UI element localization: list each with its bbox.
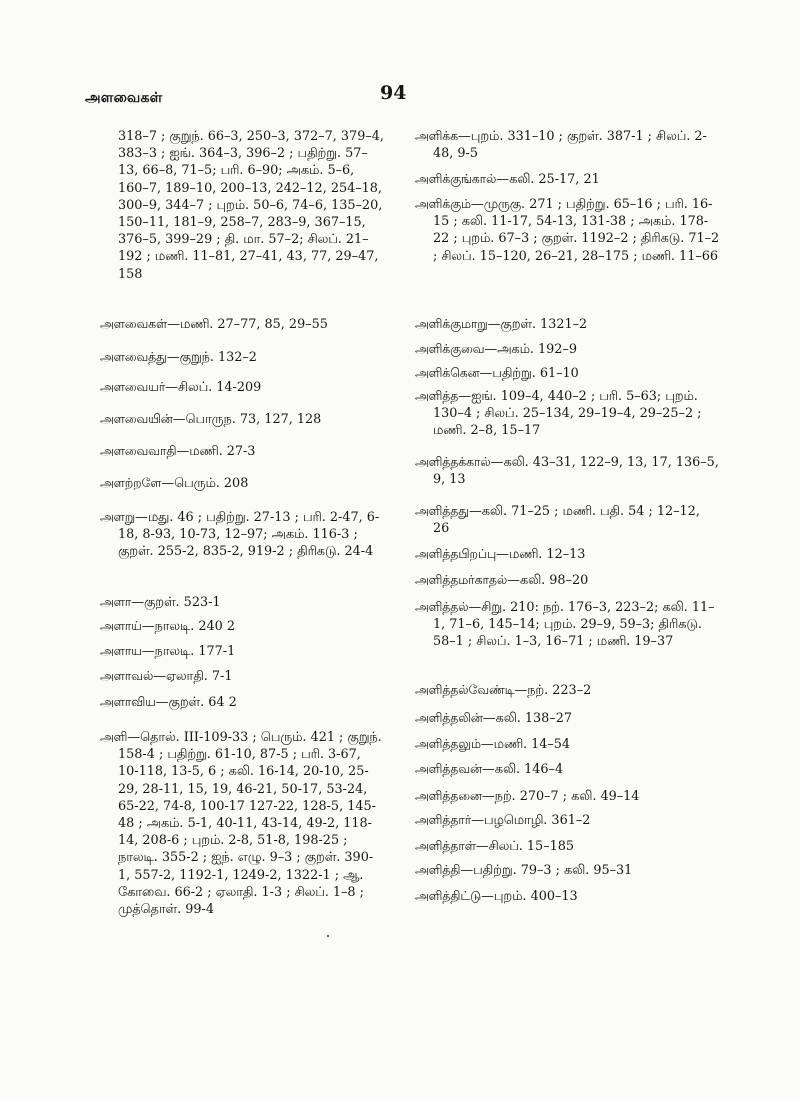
entry-headword: அளாவிய (100, 695, 156, 709)
index-entry (415, 128, 720, 162)
index-entry (415, 788, 720, 805)
entry-references: —பதிற்று. 61–10 (479, 366, 579, 381)
index-entry (100, 349, 385, 366)
entry-headword: அளித்தது (415, 504, 469, 518)
entry-references: —ஏலாதி. 7-1 (153, 669, 233, 684)
entry-references: —பழமொழி. 361–2 (471, 813, 591, 828)
index-entry (415, 710, 720, 727)
entry-headword: அளித்தமர்காதல் (415, 573, 508, 587)
entry-references: —சிலப். 14-209 (165, 380, 262, 395)
page-number: 94 (380, 82, 407, 104)
continuation-text: 318–7 ; குறுந். 66–3, 250–3, 372–7, 379–4, 383–3 ; ஐங். 364–3, 396–2 ; பதிற்று. 57–13, 66–8, 71–5; பரி. 6–90; அகம். 5–6, 160–7, 189–10, 200–13, 242–12, 254–18, 300–9, 344–7 ; புறம். 50–6, 74–6, 135–20, 150–11, 181–9, 258–7, 283–9, 367–15, 376–5, 399–29 ; தி. மா. 57–2; சிலப். 21–192 ; மணி. 11–81, 27–41, 43, 77, 29–47, 158 (118, 129, 384, 282)
entry-references: —கலி. 43–31, 122–9, 13, 17, 136–5, 9, 13 (433, 455, 719, 488)
index-entry (100, 509, 385, 561)
entry-references: —புறம். 400–13 (481, 889, 578, 904)
index-entry (100, 594, 385, 611)
entry-headword: அளி (100, 730, 128, 744)
entry-headword: அளித்தி (415, 863, 461, 877)
index-entry (415, 599, 720, 651)
entry-headword: அளிக்குங்கால் (415, 172, 497, 186)
index-entry (415, 572, 720, 589)
index-entry (100, 443, 385, 460)
index-entry (100, 411, 385, 428)
index-entry (415, 454, 720, 488)
entry-references: —மணி. 12–13 (496, 547, 586, 562)
entry-headword: அளித்தலின் (415, 711, 483, 725)
index-entry (415, 171, 720, 188)
entry-headword: அளவையர் (100, 380, 166, 394)
entry-headword: அளிக்குவை (415, 342, 485, 356)
entry-headword: அளவைவாதி (100, 444, 177, 458)
entry-headword: அளிக்கென (415, 366, 480, 380)
index-entry (415, 736, 720, 753)
index-entry (100, 694, 385, 711)
entry-references: —தொல். III-109-33 ; பெரும். 421 ; குறுந். 158-4 ; பதிற்று. 61-10, 87-5 ; பரி. 3-67, 10-118, 13-5, 6 ; கலி. 16-14, 20-10, 25-29, 28-11, 15, 19, 46-21, 50-17, 53-24, 65-22, 74-8, 100-17 127-22, 128-5, 145-48 ; அகம். 5-1, 40-11, 43-14, 49-2, 118-14, 208-6 ; புறம். 2-8, 51-8, 198-25 ; நாலடி. 355-2 ; ஐந். எழு. 9–3 ; குறள். 390-1, 557-2, 1192-1, 1249-2, 1322-1 ; ஆ. கோவை. 66-2 ; ஏலாதி. 1-3 ; சிலப். 1–8 ; முத்தொள். 99-4 (118, 730, 382, 918)
entry-references: —நாலடி. 240 2 (141, 619, 236, 634)
entry-headword: அளித்தனை (415, 789, 482, 803)
entry-headword: அளித்தபிறப்பு (415, 547, 497, 561)
entry-headword: அளித்தவன் (415, 762, 482, 776)
index-entry (100, 379, 385, 396)
entry-references: —கலி. 98–20 (507, 573, 589, 588)
entry-headword: அளித்தல் (415, 600, 469, 614)
entry-references: —கலி. 25-17, 21 (496, 172, 600, 187)
entry-headword: அளாய் (100, 619, 142, 633)
entry-headword: அளித்தாள் (415, 839, 476, 853)
entry-headword: அளா (100, 595, 132, 609)
entry-references: —குறுந். 132–2 (166, 350, 257, 365)
index-entry (100, 668, 385, 685)
index-entry (415, 888, 720, 905)
index-entry (100, 316, 385, 333)
entry-headword: அளித்தல்வேண்டி (415, 683, 515, 697)
index-entry (415, 341, 720, 358)
entry-references: —பெரும். 208 (161, 476, 249, 491)
index-entry (415, 316, 720, 333)
index-entry (415, 388, 720, 440)
entry-references: —கலி. 146–4 (481, 762, 564, 777)
entry-references: —சிலப். 15–185 (475, 839, 575, 854)
index-entry (415, 546, 720, 563)
entry-references: —நற். 223–2 (514, 683, 592, 698)
entry-references: —அகம். 192–9 (484, 342, 577, 357)
entry-references: —குறள். 64 2 (155, 695, 237, 710)
index-entry (100, 618, 385, 635)
entry-references: —மது. 46 ; பதிற்று. 27-13 ; பரி. 2-47, 6-18, 8-93, 10-73, 12–97; அகம். 116-3 ; குறள். 255-2, 835-2, 919-2 ; திரிகடு. 24-4 (118, 510, 380, 560)
entry-headword: அளிக்கும் (415, 197, 471, 211)
entry-references: —கலி. 71–25 ; மணி. பதி. 54 ; 12–12, 26 (433, 504, 700, 537)
index-entry (415, 365, 720, 382)
entry-headword: அளறு (100, 510, 136, 524)
entry-references: —நற். 270–7 ; கலி. 49–14 (481, 789, 640, 804)
entry-references: —பொருந. 73, 127, 128 (172, 412, 322, 427)
entry-headword: அளாய (100, 644, 142, 658)
entry-references: —குறள். 1321–2 (487, 317, 588, 332)
entry-references: —மணி. 14–54 (480, 737, 571, 752)
index-entry (100, 475, 385, 492)
entry-headword: அளவையின் (100, 412, 173, 426)
entry-headword: அளவைத்து (100, 350, 167, 364)
running-head: அளவைகள் (85, 90, 163, 106)
entry-references: —கலி. 138–27 (482, 711, 572, 726)
index-entry (415, 682, 720, 699)
entry-references: —மணி. 27-3 (176, 444, 256, 459)
entry-references: —நாலடி. 177-1 (141, 644, 236, 659)
entry-references: —சிறு. 210: நற். 176–3, 223–2; கலி. 11–1, 71–6, 145–14; புறம். 29–9, 59–3; திரிகடு. 58–1 ; சிலப். 1–3, 16–71 ; மணி. 19–37 (433, 600, 715, 650)
entry-references: —பதிற்று. 79–3 ; கலி. 95–31 (460, 863, 633, 878)
entry-headword: அளித்திட்டு (415, 889, 482, 903)
index-entry (100, 643, 385, 660)
entry-references: —புறம். 331–10 ; குறள். 387-1 ; சிலப். 2-48, 9-5 (433, 129, 707, 162)
entry-references: —குறள். 523-1 (131, 595, 221, 610)
index-entry (415, 503, 720, 537)
index-entry (415, 196, 720, 265)
entry-headword: அளித்தார் (415, 813, 472, 827)
entry-headword: அளித்தக்கால் (415, 455, 491, 469)
entry-headword: அளித்தலும் (415, 737, 481, 751)
entry-headword: அளித்த (415, 389, 459, 403)
index-entry (415, 761, 720, 778)
print-speck (327, 935, 329, 937)
index-entry (415, 838, 720, 855)
entry-headword: அளிக்குமாறு (415, 317, 488, 331)
index-entry (100, 729, 385, 918)
entry-headword: அளவைகள் (100, 317, 168, 331)
entry-headword: அளற்றளே (100, 476, 162, 490)
entry-references: —ஐங். 109–4, 440–2 ; பரி. 5–63; புறம். 130–4 ; சிலப். 25–134, 29–19–4, 29–25–2 ; மணி. 2–8, 15–17 (433, 389, 702, 439)
index-entry (415, 862, 720, 879)
entry-references: —முருகு. 271 ; பதிற்று. 65–16 ; பரி. 16-15 ; கலி. 11-17, 54-13, 131-38 ; அகம். 178-22 ; புறம். 67–3 ; குறள். 1192–2 ; திரிகடு. 71–2 ; சிலப். 15–120, 26–21, 28–175 ; மணி. 11–66 (433, 197, 720, 264)
entry-headword: அளிக்க (415, 129, 458, 143)
entry-references: —மணி. 27–77, 85, 29–55 (167, 317, 328, 332)
index-entry (415, 812, 720, 829)
entry-headword: அளாவல் (100, 669, 154, 683)
